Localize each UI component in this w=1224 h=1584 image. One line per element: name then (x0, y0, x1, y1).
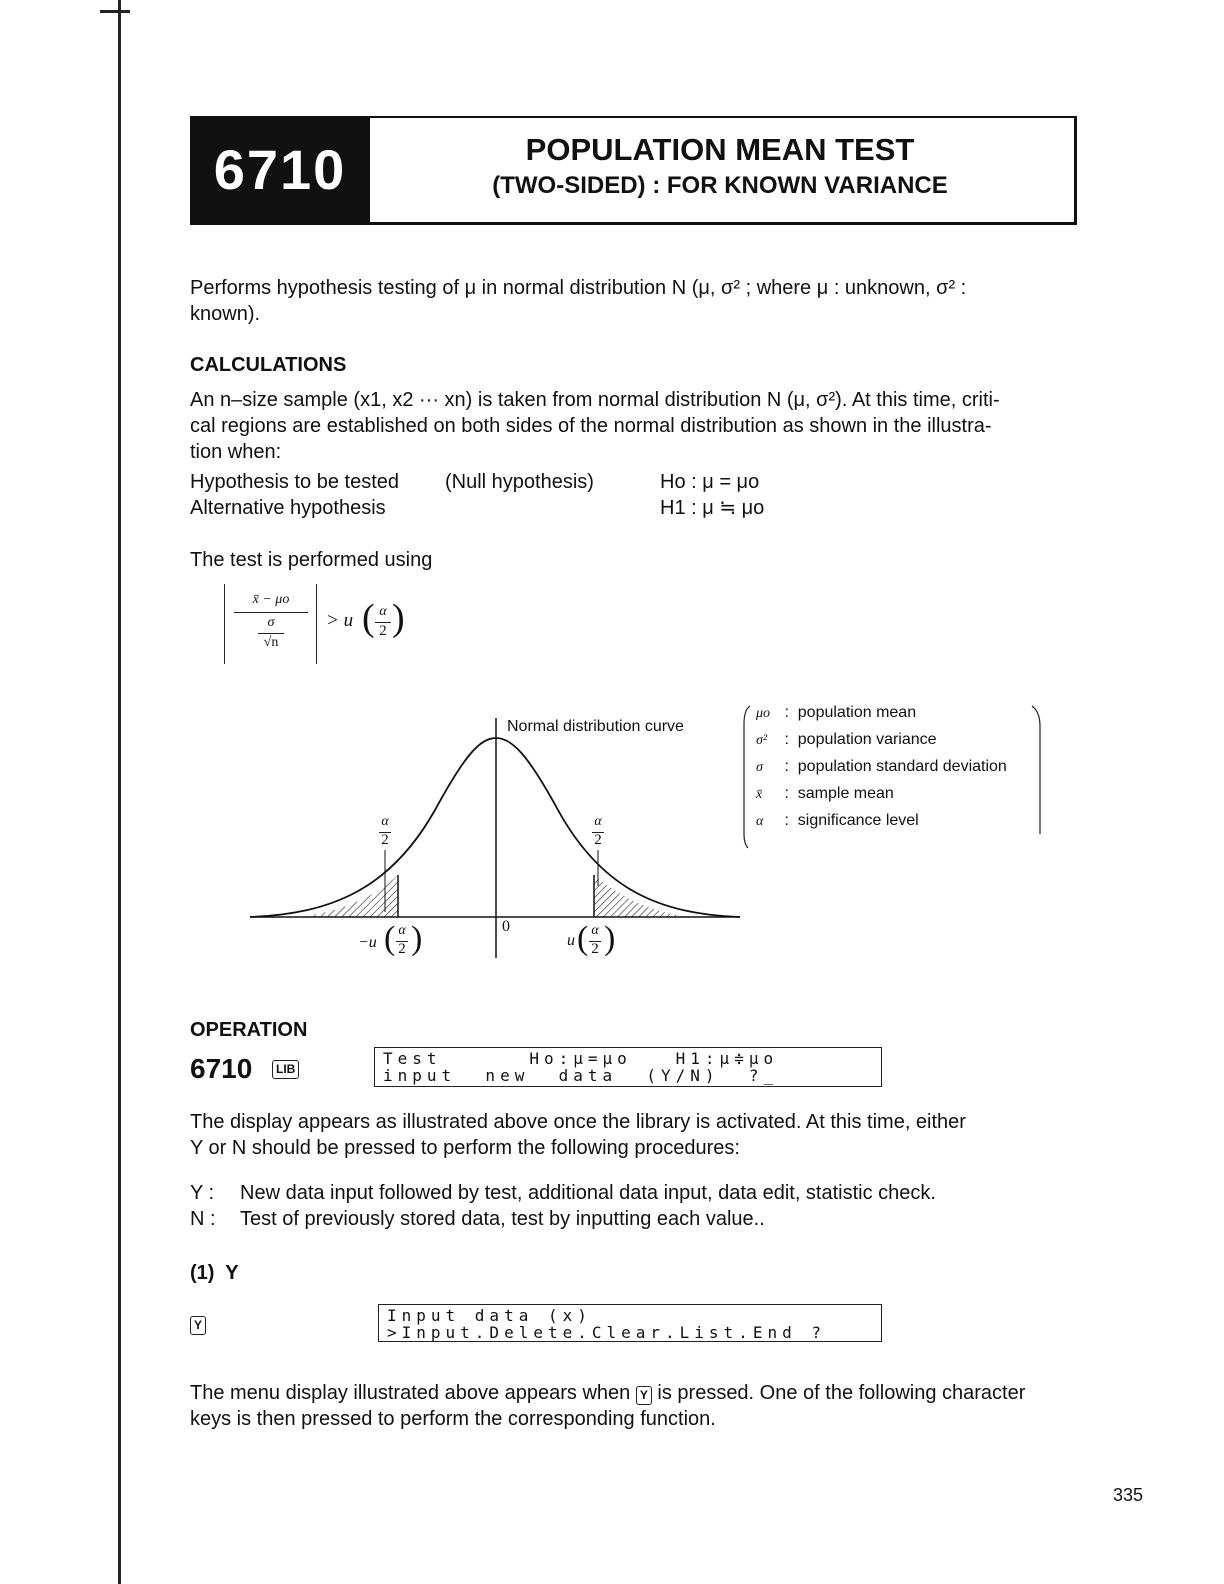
intro-paragraph (190, 275, 1080, 327)
menu-text: The menu display illustrated above appears when (190, 1382, 631, 1404)
legend-item: σ : population standard deviation (756, 754, 1007, 781)
paren-right: ) (392, 597, 405, 639)
program-code: 6710 (190, 116, 370, 222)
step-heading: (1) Y (190, 1262, 239, 1284)
lcd-line: >Input.Delete.Clear.List.End ?_ (387, 1323, 841, 1342)
formula-numerator: x̄ − μo (252, 592, 290, 607)
formula-sqrt-n: √n (263, 635, 279, 650)
left-two-label: 2 (381, 832, 389, 848)
calculations-paragraph (190, 387, 1080, 465)
right-two-label: 2 (594, 832, 602, 848)
binding-mark (100, 0, 130, 13)
lcd-display-2 (378, 1304, 882, 1342)
legend-item: x̄ : sample mean (756, 781, 1007, 808)
lcd-display-1 (374, 1047, 882, 1087)
menu-line: keys is then pressed to perform the corresponding function. (190, 1408, 716, 1430)
neg-u-alpha: α (398, 923, 406, 938)
calc-line: An n–size sample (x1, x2 ··· xn) is taken from normal distribution N (μ, σ²). At this time, criti- (190, 389, 1000, 411)
lib-key-label: LIB (272, 1060, 299, 1079)
test-statistic-formula (222, 584, 422, 664)
legend-symbol: x̄ (756, 787, 763, 802)
neg-u-two: 2 (398, 941, 406, 957)
alt-hypothesis-label: Alternative hypothesis (190, 497, 386, 519)
pos-u: u (567, 932, 575, 949)
menu-paragraph (190, 1380, 1080, 1432)
op-line: The display appears as illustrated above once the library is activated. At this time, either (190, 1111, 966, 1133)
legend-text: population standard deviation (797, 758, 1007, 775)
legend-item: α : significance level (756, 808, 1007, 835)
null-hypothesis-paren: (Null hypothesis) (445, 471, 594, 493)
normal-distribution-figure (240, 700, 760, 970)
legend-symbol: σ (756, 760, 763, 775)
legend-text: population mean (797, 704, 917, 721)
legend (756, 700, 1007, 835)
test-using-text: The test is performed using (190, 549, 433, 571)
menu-line (190, 1380, 1080, 1406)
menu-text: is pressed. One of the following character (657, 1382, 1026, 1404)
formula-two: 2 (379, 623, 387, 639)
paren-right: ) (604, 920, 616, 957)
page-number: 335 (1113, 1485, 1144, 1505)
y-key (190, 1316, 206, 1335)
operation-code: 6710 (190, 1053, 253, 1084)
legend-symbol: σ² (756, 733, 768, 748)
op-line: Y or N should be pressed to perform the following procedures: (190, 1137, 740, 1159)
paren-left: ( (362, 597, 375, 639)
formula-sub-fraction-bar (258, 633, 284, 634)
legend-symbol: μo (756, 706, 771, 721)
legend-item: σ² : population variance (756, 727, 1007, 754)
formula-inequality: > u (326, 610, 354, 631)
pos-critical-value-label (567, 920, 627, 964)
curve-label: Normal distribution curve (507, 718, 684, 735)
legend-symbol: α (756, 814, 764, 829)
inline-y-key: Y (636, 1386, 652, 1405)
y-option-text: New data input followed by test, additional data input, data edit, statistic check. (240, 1182, 936, 1204)
legend-text: population variance (797, 731, 937, 748)
calc-line: tion when: (190, 441, 282, 463)
n-option-text: Test of previously stored data, test by inputting each value.. (240, 1208, 765, 1230)
n-option-key: N : (190, 1208, 216, 1230)
abs-bar-right (316, 584, 317, 664)
alt-hypothesis-formula: H1 : μ ≒ μo (660, 497, 765, 519)
zero-label: 0 (502, 918, 510, 935)
left-alpha-label: α (381, 814, 389, 829)
legend-text: significance level (797, 812, 919, 829)
lcd-line: Input data (x) (387, 1306, 592, 1325)
pos-u-alpha: α (591, 923, 599, 938)
pos-u-two: 2 (591, 941, 599, 957)
page-subtitle: (TWO-SIDED) : FOR KNOWN VARIANCE (492, 172, 948, 199)
operation-paragraph (190, 1109, 1080, 1161)
calc-line: cal regions are established on both sides of the normal distribution as shown in the illustra- (190, 415, 992, 437)
paren-left: ( (384, 920, 396, 957)
legend-item: μo : population mean (756, 700, 1007, 727)
abs-bar-left (224, 584, 225, 664)
y-key-label: Y (190, 1316, 206, 1335)
binding-line (118, 0, 121, 1584)
neg-critical-value-label (358, 920, 428, 964)
null-hypothesis-formula: Ho : μ = μo (660, 471, 760, 493)
formula-main-fraction-bar (234, 612, 308, 613)
normal-curve (250, 738, 740, 917)
operation-heading: OPERATION (190, 1019, 308, 1041)
intro-line: Performs hypothesis testing of μ in normal distribution N (μ, σ² ; where μ : unknown, σ² : (190, 277, 967, 299)
legend-text: sample mean (797, 785, 894, 802)
right-alpha-label: α (594, 814, 602, 829)
null-hypothesis-label: Hypothesis to be tested (190, 471, 400, 493)
calculations-heading: CALCULATIONS (190, 354, 347, 376)
neg-u: −u (358, 934, 377, 951)
intro-line: known). (190, 303, 261, 325)
lcd-line: Test Ho:μ=μo H1:μ≑μo (383, 1049, 779, 1068)
lib-key (272, 1060, 299, 1079)
formula-sigma: σ (267, 615, 275, 630)
y-option-key: Y : (190, 1182, 215, 1204)
paren-left: ( (577, 920, 589, 957)
formula-alpha: α (379, 604, 387, 619)
page-title: POPULATION MEAN TEST (525, 132, 915, 167)
paren-right: ) (411, 920, 423, 957)
lcd-line: input new data (Y/N) ?_ (383, 1066, 779, 1085)
